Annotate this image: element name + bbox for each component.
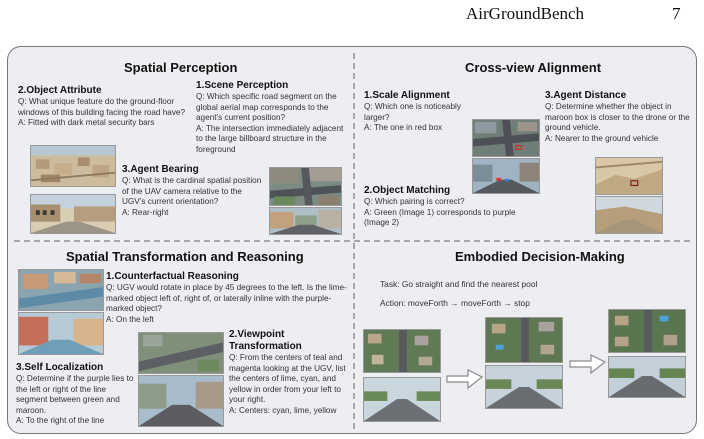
self-localization-heading: 3.Self Localization [16,362,104,373]
ground-step-3-image [608,356,686,398]
scene-perception-task [196,80,344,155]
scene-perception-question: Q: Which specific road segment on the global aerial map corresponds to the agent’s current position? [196,92,337,122]
embodied-decision-making-title: Embodied Decision-Making [455,249,625,264]
ground-step-1-image [363,377,441,422]
embodied-task-text: Task: Go straight and find the nearest pool [380,279,538,289]
agent-distance-answer: A: Nearer to the ground vehicle [545,133,659,143]
agent-bearing-task [122,164,264,218]
figure-panel [7,46,697,434]
step-arrow-2-icon [569,352,607,376]
object-attribute-task [18,85,193,129]
viewpoint-transformation-answer: A: Centers: cyan, lime, yellow [229,405,337,415]
aerial-intersection-image [472,119,540,157]
ground-intersection-image [472,158,540,194]
scene-perception-heading: 1.Scene Perception [196,80,289,91]
agent-bearing-heading: 3.Agent Bearing [122,164,199,175]
agent-bearing-answer: A: Rear-right [122,207,169,217]
counterfactual-reasoning-heading: 1.Counterfactual Reasoning [106,271,239,282]
page-number: 7 [672,4,681,23]
ground-road-image [138,375,224,427]
spatial-perception-title: Spatial Perception [124,60,238,75]
step-arrow-1-icon [446,367,484,391]
scale-alignment-task [364,90,472,134]
running-head-title: AirGroundBench [466,4,585,23]
scale-alignment-heading: 1.Scale Alignment [364,90,450,101]
ground-step-2-image [485,365,563,409]
self-localization-question: Q: Determine if the purple lies to the left or right of the line segment between green and maroon. [16,374,134,415]
viewpoint-transformation-task [229,329,349,416]
counterfactual-reasoning-answer: A: On the left [106,314,154,324]
aerial-desert-town-image [30,145,116,187]
object-attribute-heading: 2.Object Attribute [18,85,102,96]
agent-bearing-question: Q: What is the cardinal spatial position of the UAV camera relative to the UGV’s current orientation? [122,176,262,206]
scene-perception-answer: A: The intersection immediately adjacent to the large billboard structure in the foreground [196,123,344,154]
horizontal-divider [14,240,690,242]
agent-distance-heading: 3.Agent Distance [545,90,627,101]
counterfactual-reasoning-task [106,271,349,325]
spatial-transformation-title: Spatial Transformation and Reasoning [66,249,304,264]
scale-alignment-answer: A: The one in red box [364,123,443,132]
object-attribute-question: Q: What unique feature do the ground-floor windows of this building facing the road have? [18,97,186,117]
aerial-step-3-image [608,309,686,353]
aerial-canal-town-image [18,269,104,311]
aerial-step-2-image [485,317,563,363]
aerial-road-image [138,332,224,374]
self-localization-answer: A: To the right of the line [16,416,105,425]
aerial-city-image [269,167,342,206]
scale-alignment-question: Q: Which one is noticeably larger? [364,102,461,122]
object-matching-answer: A: Green (Image 1) corresponds to purple (Image 2) [364,207,516,227]
cross-view-alignment-title: Cross-view Alignment [465,60,602,75]
embodied-action-text: Action: moveForth → moveForth → stop [380,298,530,308]
self-localization-task [16,362,134,427]
aerial-desert-cliff-image [595,157,663,195]
object-matching-heading: 2.Object Matching [364,185,451,196]
counterfactual-reasoning-question: Q: UGV would rotate in place by 45 degrees to the left. Is the lime-marked object left of, right of, or laterally inline with the purple-marked object? [106,283,347,313]
ground-desert-street-image [30,194,116,234]
ground-desert-cliff-image [595,196,663,234]
viewpoint-transformation-heading: 2.Viewpoint Transformation [229,329,302,352]
ground-canal-street-image [18,312,104,355]
object-matching-question: Q: Which pairing is correct? [364,197,465,206]
running-head [0,2,704,26]
agent-distance-task [545,90,690,144]
viewpoint-transformation-question: Q: From the centers of teal and magenta looking at the UGV, list the centers of lime, cyan, and yellow in order from your left to your right. [229,353,346,404]
agent-distance-question: Q: Determine whether the object in maroon box is closer to the drone or the ground vehicle. [545,102,690,132]
object-attribute-answer: A: Fitted with dark metal security bars [18,118,155,127]
ground-city-street-image [269,207,342,235]
aerial-step-1-image [363,329,441,373]
